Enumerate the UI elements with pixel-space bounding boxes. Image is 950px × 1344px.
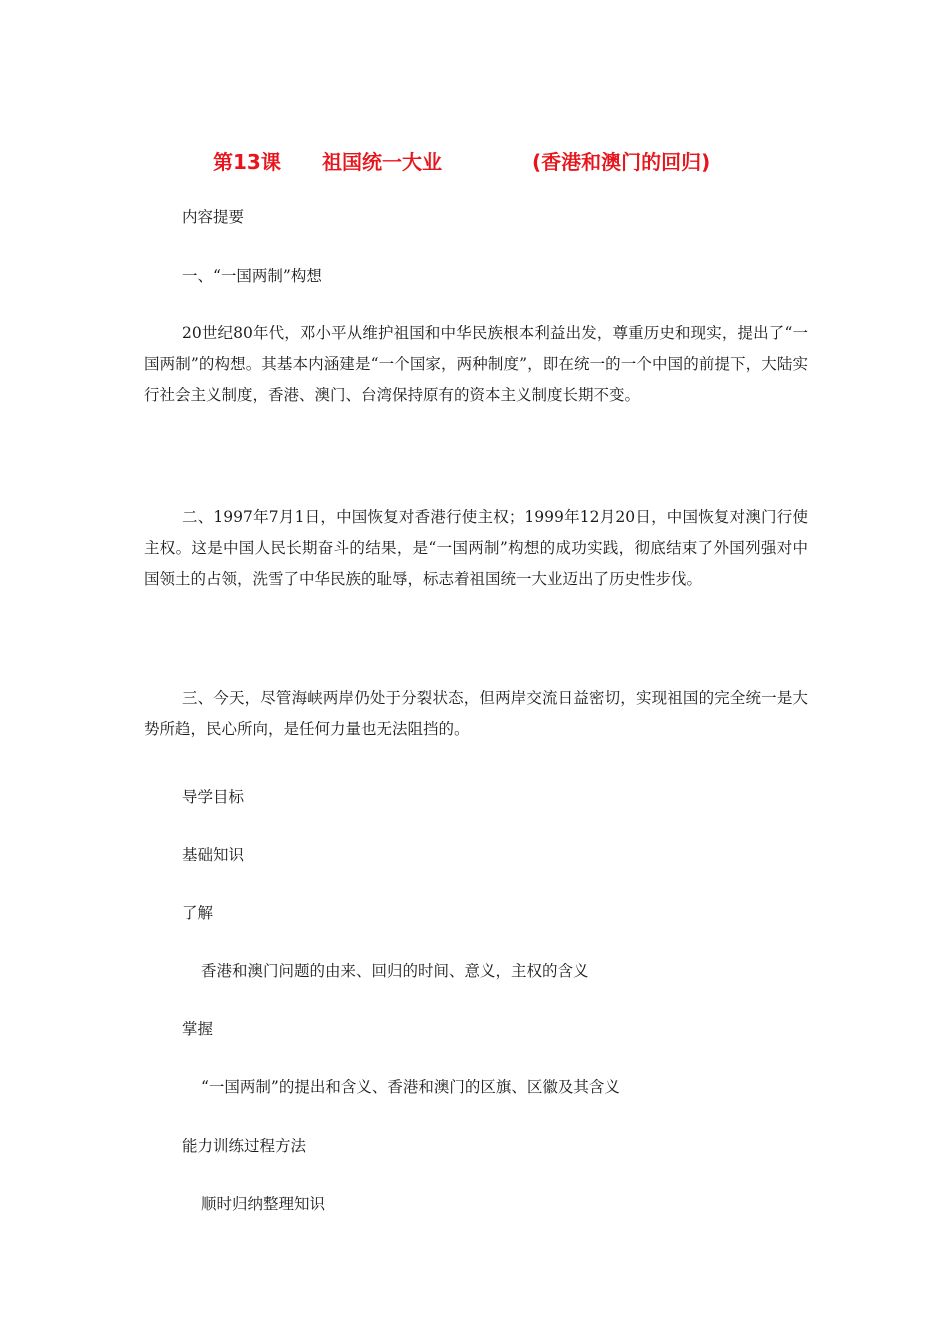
ability-text: 顺时归纳整理知识 — [201, 1195, 326, 1213]
section2-paragraph: 二、1997年7月1日，中国恢复对香港行使主权；1999年12月20日，中国恢复对澳门行使主权。这是中国人民长期奋斗的结果，是“一国两制”构想的成功实践，彻底结束了外国列强对中国领土的占领，洗雪了中华民族的耻辱，标志着祖国统一大业迈出了历史性步伐。 — [144, 508, 808, 588]
section1-paragraph: 20世纪80年代，邓小平从维护祖国和中华民族根本利益出发，尊重历史和现实，提出了“一国两制”的构想。其基本内涵建是“一个国家，两种制度”，即在统一的一个中国的前提下，大陆实行社会主义制度，香港、澳门、台湾保持原有的资本主义制度长期不变。 — [144, 324, 808, 404]
ability-heading: 能力训练过程方法 — [182, 1137, 307, 1155]
section3-paragraph: 三、今天，尽管海峡两岸仍处于分裂状态，但两岸交流日益密切，实现祖国的完全统一是大势所趋，民心所向，是任何力量也无法阻挡的。 — [144, 689, 808, 738]
master-label: 掌握 — [182, 1020, 214, 1038]
understand-label: 了解 — [182, 904, 214, 922]
lesson-number: 第13课 — [213, 150, 281, 174]
goals-heading: 导学目标 — [182, 788, 245, 806]
summary-heading: 内容提要 — [182, 208, 245, 226]
basic-knowledge-heading: 基础知识 — [182, 846, 245, 864]
section1-heading: 一、“一国两制”构想 — [182, 267, 322, 285]
understand-text: 香港和澳门问题的由来、回归的时间、意义，主权的含义 — [201, 962, 589, 980]
lesson-subtitle: (香港和澳门的回归) — [532, 150, 711, 174]
lesson-title — [0, 146, 950, 176]
master-text: “一国两制”的提出和含义、香港和澳门的区旗、区徽及其含义 — [201, 1078, 620, 1096]
lesson-name: 祖国统一大业 — [322, 150, 442, 174]
